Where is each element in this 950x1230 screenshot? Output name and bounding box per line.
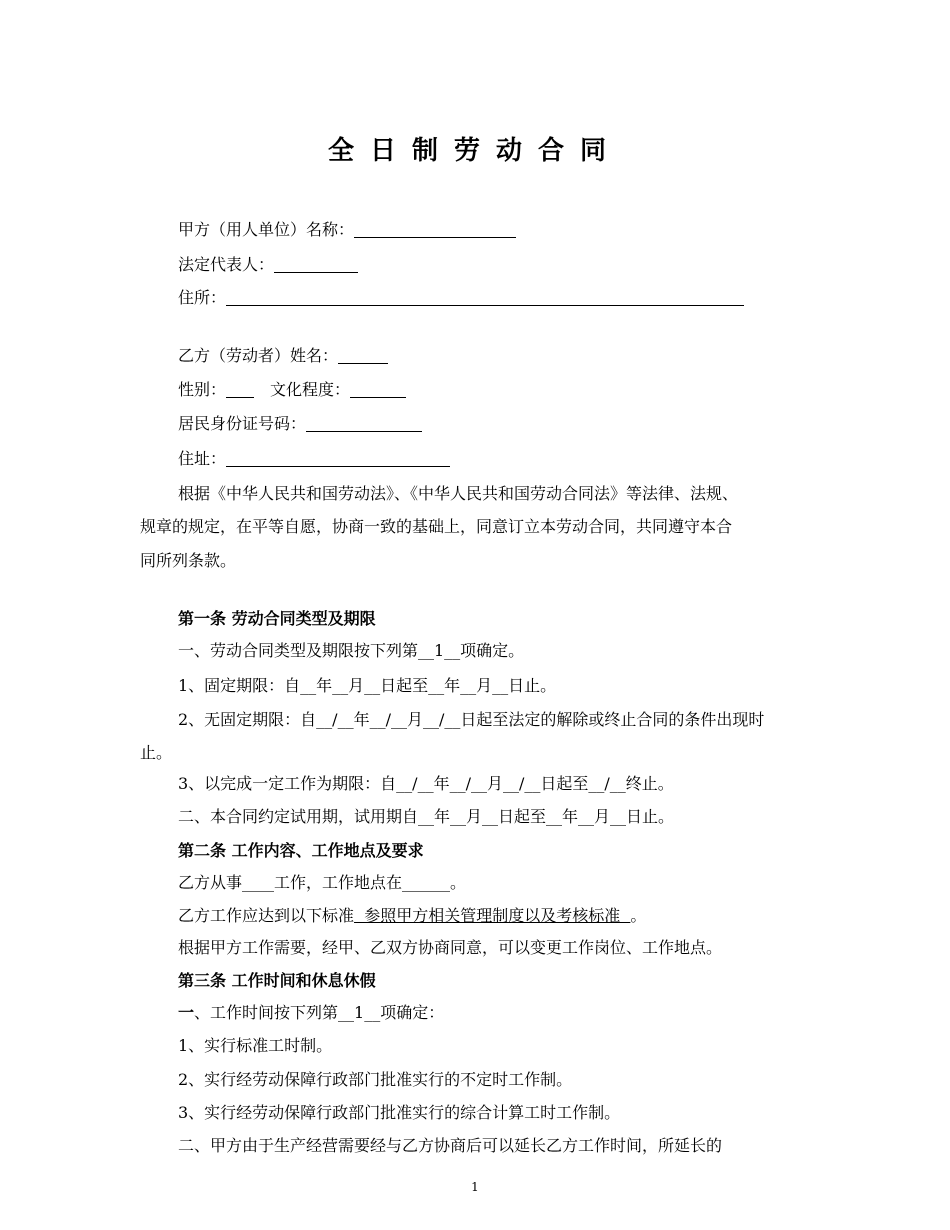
article-3-option-3: 3、实行经劳动保障行政部门批准实行的综合计算工时工作制。 — [178, 1103, 621, 1122]
article-1-open-term-line-2: 止。 — [140, 743, 173, 762]
article-2-standard-value: 参照甲方相关管理制度以及考核标准 — [354, 906, 631, 925]
party-b-name-line — [178, 346, 388, 366]
article-3-item-1-number: 一 — [178, 1003, 195, 1022]
article-2-change: 根据甲方工作需要，经甲、乙双方协商同意，可以变更工作岗位、工作地点。 — [178, 938, 723, 957]
article-2-standard-prefix: 乙方工作应达到以下标准 — [178, 906, 355, 925]
party-a-address-line — [178, 288, 744, 308]
party-a-name-blank — [354, 221, 516, 238]
article-1-probation: 二、本合同约定试用期，试用期自__年__月__日起至__年__月__日止。 — [178, 807, 675, 826]
article-1-heading: 第一条 劳动合同类型及期限 — [178, 609, 376, 628]
party-b-education-label: 文化程度： — [270, 380, 351, 399]
preamble-line-1: 根据《中华人民共和国劳动法》、《中华人民共和国劳动合同法》等法律、法规、 — [178, 484, 739, 503]
preamble-line-3: 同所列条款。 — [140, 551, 237, 570]
party-a-rep-line — [178, 255, 358, 275]
article-1-fixed-term: 1、固定期限：自__年__月__日起至__年__月__日止。 — [178, 676, 557, 695]
article-3-item-1 — [178, 1003, 444, 1023]
party-b-gender-blank — [226, 381, 254, 398]
article-3-item-1-text: 、工作时间按下列第__1__项确定： — [194, 1003, 445, 1022]
party-b-id-blank — [306, 415, 422, 432]
party-b-address-blank — [226, 450, 450, 467]
party-b-gender-line — [178, 380, 406, 400]
article-3-heading: 第三条 工作时间和休息休假 — [178, 971, 376, 990]
article-2-job: 乙方从事____工作，工作地点在______。 — [178, 873, 467, 892]
party-a-rep-blank — [274, 256, 358, 273]
article-1-open-term-line-1: 2、无固定期限：自__/__年__/__月__/__日起至法定的解除或终止合同的条件出现时 — [178, 710, 765, 729]
party-a-address-blank — [226, 289, 744, 306]
party-b-id-label: 居民身份证号码： — [178, 414, 307, 433]
party-a-address-label: 住所： — [178, 288, 227, 307]
party-a-name-line — [178, 220, 516, 240]
article-3-option-1: 1、实行标准工时制。 — [178, 1036, 333, 1055]
party-b-gender-label: 性别： — [178, 380, 227, 399]
article-2-standard-line — [178, 906, 646, 926]
article-1-type-item: 一、劳动合同类型及期限按下列第__1__项确定。 — [178, 641, 525, 660]
article-3-option-2: 2、实行经劳动保障行政部门批准实行的不定时工作制。 — [178, 1070, 573, 1089]
article-1-task-term: 3、以完成一定工作为期限：自__/__年__/__月__/__日起至__/__终止。 — [178, 774, 674, 793]
party-b-address-line — [178, 449, 450, 469]
party-a-rep-label: 法定代表人： — [178, 255, 275, 274]
party-b-name-blank — [338, 347, 388, 364]
page-number: 1 — [471, 1180, 479, 1194]
article-2-heading: 第二条 工作内容、工作地点及要求 — [178, 841, 424, 860]
article-3-item-2: 二、甲方由于生产经营需要经与乙方协商后可以延长乙方工作时间，所延长的 — [178, 1136, 723, 1155]
preamble-line-2: 规章的规定，在平等自愿，协商一致的基础上，同意订立本劳动合同，共同遵守本合 — [140, 517, 733, 536]
party-a-name-label: 甲方（用人单位）名称： — [178, 220, 355, 239]
party-b-id-line — [178, 414, 422, 434]
page-title: 全日制劳动合同 — [327, 136, 622, 166]
party-b-address-label: 住址： — [178, 449, 227, 468]
party-b-name-label: 乙方（劳动者）姓名： — [178, 346, 339, 365]
party-b-education-blank — [350, 381, 406, 398]
article-2-standard-suffix: 。 — [630, 906, 647, 925]
